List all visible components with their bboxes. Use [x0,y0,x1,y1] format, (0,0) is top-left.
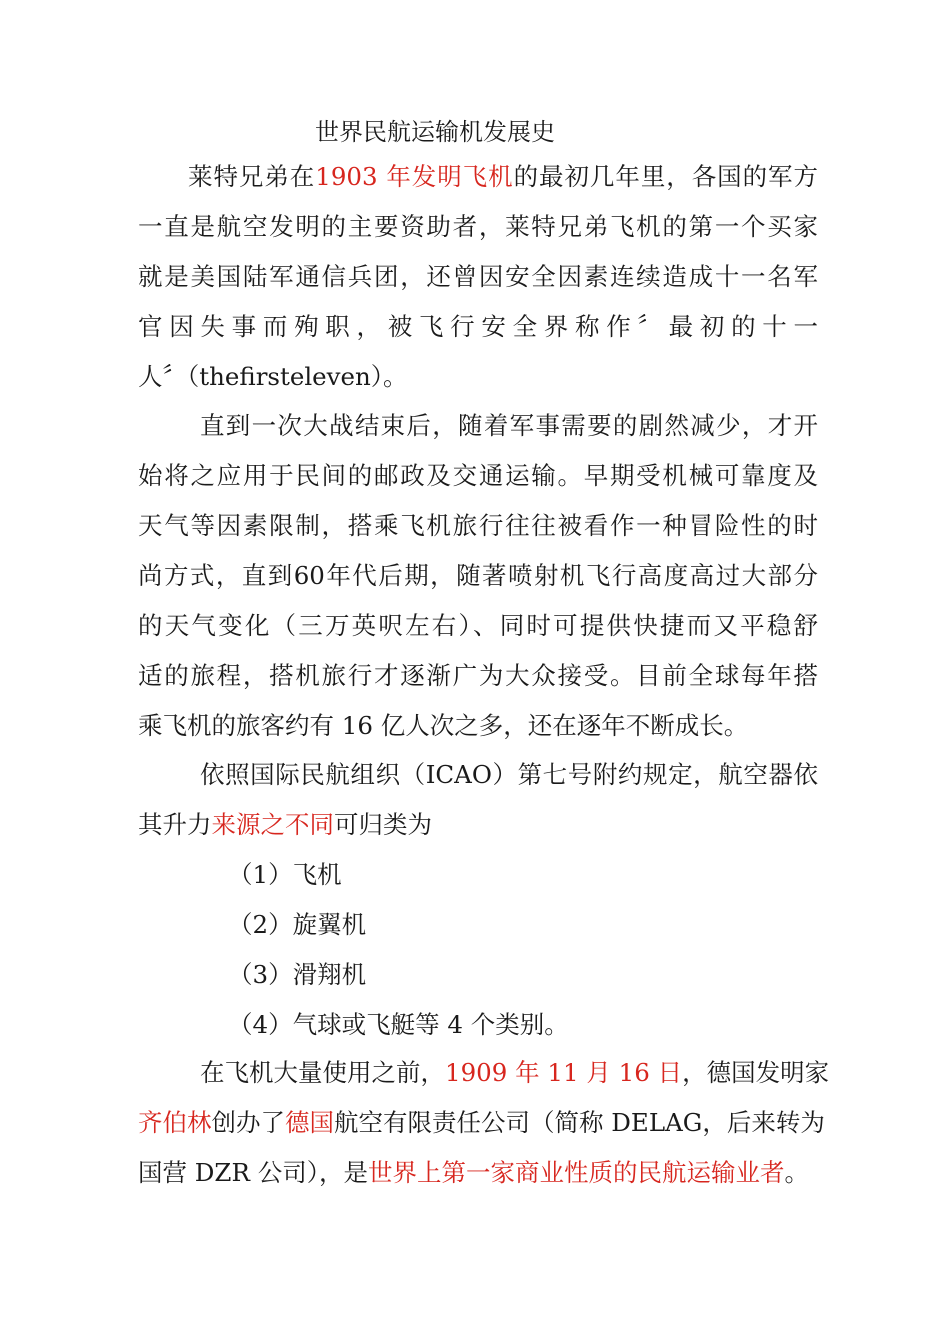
paragraph-1-line-4: 官因失事而殉职，被飞行安全界称作〞最初的十一 [138,312,818,341]
text-span: 国营 DZR 公司），是 [138,1158,368,1187]
text-span: 在飞机大量使用之前， [200,1058,445,1087]
paragraph-1-line-5: 人〞（thefirsteleven）。 [138,362,408,391]
paragraph-3-line-1: 依照国际民航组织（ICAO）第七号附约规定，航空器依 [200,760,818,789]
list-item: （2）旋翼机 [228,910,367,939]
highlight-text: 1909 年 11 月 16 日 [445,1058,683,1087]
paragraph-2-line-7: 乘飞机的旅客约有 16 亿人次之多，还在逐年不断成长。 [138,711,749,740]
paragraph-2-line-4: 尚方式，直到60年代后期，随著喷射机飞行高度高过大部分 [138,561,818,590]
paragraph-2-line-5: 的天气变化（三万英呎左右）、同时可提供快捷而又平稳舒 [138,611,818,640]
paragraph-4-line-2 [138,1103,825,1143]
list-item: （3）滑翔机 [228,960,367,989]
paragraph-3-line-2 [138,805,432,845]
list-item: （1）飞机 [228,860,342,889]
paragraph-2-line-3: 天气等因素限制，搭乘飞机旅行往往被看作一种冒险性的时 [138,511,818,540]
paragraph-4-line-1 [200,1053,830,1093]
paragraph-2-line-2: 始将之应用于民间的邮政及交通运输。早期受机械可靠度及 [138,461,818,490]
document-title: 世界民航运输机发展史 [315,118,555,146]
text-span: 航空有限责任公司（简称 DELAG，后来转为 [334,1108,825,1137]
text-span: 。 [784,1158,809,1187]
list-item: （4）气球或飞艇等 4 个类别。 [228,1010,569,1039]
text-span: 莱特兄弟在 [188,162,316,191]
highlight-text: 来源之不同 [211,810,334,839]
highlight-text: 德国 [285,1108,334,1137]
text-span: 其升力 [138,810,212,839]
text-span: 可归类为 [334,810,432,839]
highlight-text: 世界上第一家商业性质的民航运输业者 [367,1158,785,1187]
paragraph-4-line-3 [138,1153,809,1193]
paragraph-1-line-3: 就是美国陆军通信兵团，还曾因安全因素连续造成十一名军 [138,262,818,291]
text-span: 的最初几年里，各国的军方 [513,162,819,191]
text-span: ，德国发明家 [682,1058,830,1087]
paragraph-1-line-2: 一直是航空发明的主要资助者，莱特兄弟飞机的第一个买家 [138,212,818,241]
paragraph-2-line-6: 适的旅程，搭机旅行才逐渐广为大众接受。目前全球每年搭 [138,661,818,690]
text-span: 创办了 [211,1108,285,1137]
highlight-text: 1903 年发明飞机 [315,162,514,191]
paragraph-2-line-1: 直到一次大战结束后，随着军事需要的剧然减少，才开 [200,411,818,440]
highlight-text: 齐伯林 [138,1108,212,1137]
paragraph-1-line-1 [138,157,818,197]
